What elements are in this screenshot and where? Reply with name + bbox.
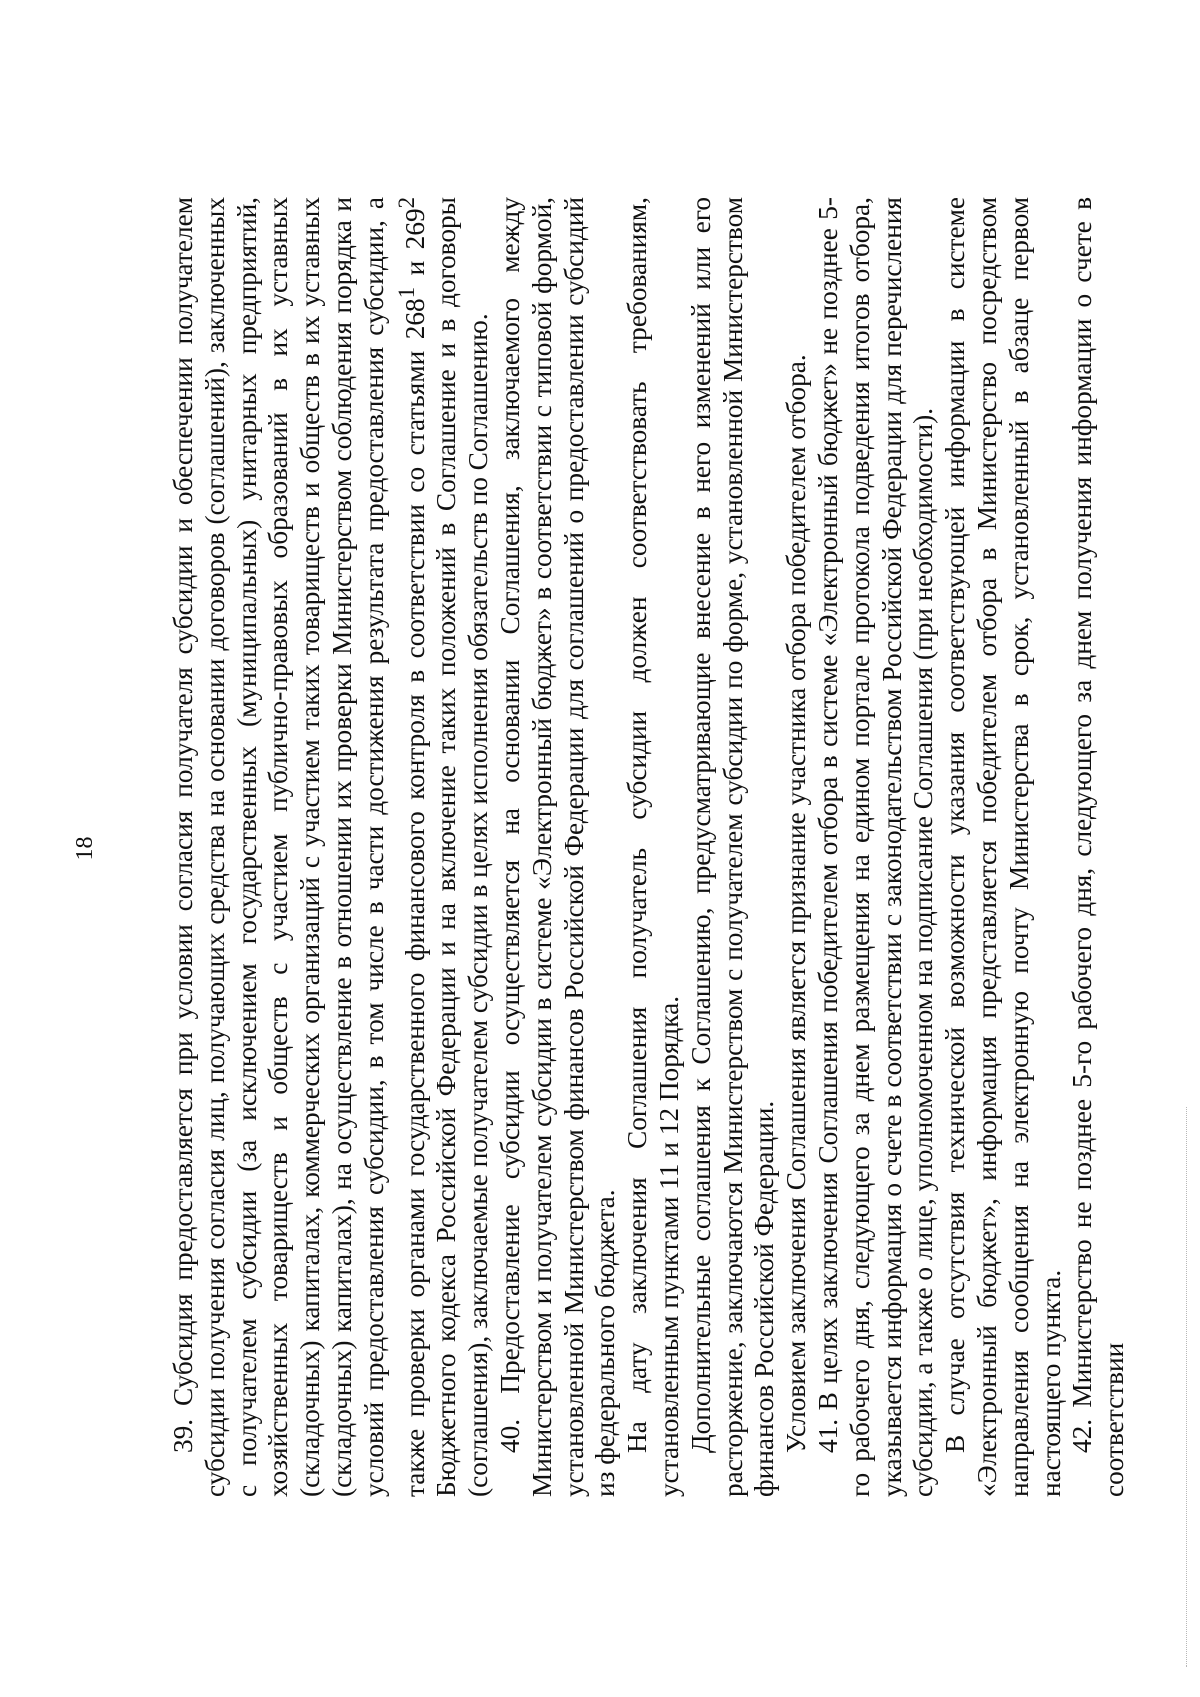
paragraph-39-mid: и 269 bbox=[399, 208, 430, 287]
paragraph-40-condition: Условием заключения Соглашения является признание участника отбора победителем отбора. bbox=[781, 354, 812, 1453]
paragraph-41: 41. В целях заключения Соглашения победителем отбора в системе «Электронный бюджет» не позднее 5-го рабочего дня, следующего за днем размещения на едином портале протокола подведения итогов отбора, указывается информация о счете в соответствии с законодательством Российской Федерации для перечисления субсидии, а также о лице, уполномоченном на подписание Соглашения (при необходимости). bbox=[813, 197, 939, 1497]
page-number: 18 bbox=[72, 836, 98, 861]
paragraph-39-end: Бюджетного кодекса Российской Федерации и на включение таких положений в Соглашение и в договоры (соглашения), заключаемые получателем субсидии в целях исполнения обязательств по Соглашению. bbox=[431, 197, 494, 1497]
paragraph-40-date: На дату заключения Соглашения получатель субсидии должен соответствовать требованиям, установленным пунктами 11 и 12 Порядка. bbox=[622, 197, 685, 1497]
paragraph-39 bbox=[168, 197, 495, 1497]
superscript-2: 2 bbox=[393, 196, 419, 209]
paragraph-40: 40. Предоставление субсидии осуществляется на основании Соглашения, заключаемого между Министерством и получателем субсидии в системе «Электронный бюджет» в соответствии с типовой формой, установленной Министерством финансов Российской Федерации для соглашений о предоставлении субсидий из федерального бюджета. bbox=[495, 197, 621, 1497]
paragraph-41-fallback: В случае отсутствия технической возможности указания соответствующей информации в системе «Электронный бюджет», информация представляется победителем отбора в Министерство посредством направления сообщения на электронную почту Министерства в срок, установленный в абзаце первом настоящего пункта. bbox=[940, 197, 1066, 1497]
scan-artifact-line bbox=[1186, 1107, 1187, 1667]
superscript-1: 1 bbox=[393, 286, 419, 299]
paragraph-42: 42. Министерство не позднее 5-го рабочего дня, следующего за днем получения информации о счете в соответствии bbox=[1067, 197, 1130, 1497]
paragraph-40-additional: Дополнительные соглашения к Соглашению, предусматривающие внесение в него изменений или его расторжение, заключаются Министерством с получателем субсидии по форме, установленной Министерством финансов Российской Федерации. bbox=[685, 197, 780, 1497]
paragraph-39-text: 39. Субсидия предоставляется при условии согласия получателя субсидии и обеспечении получателем субсидии получения согласия лиц, получающих средства на основании договоров (соглашений), заключенных с получателем субсидии (за исключением государственных (муниципальных) унитарных предприятий, хозяйственных товариществ и обществ с участием публично-правовых образований в их уставных (складочных) капиталах, коммерческих организаций с участием таких товариществ и обществ в их уставных (складочных) капиталах), на осуществление в отношении их проверки Министерством соблюдения порядка и условий предоставления субсидии, в том числе в части достижения результата предоставления субсидии, а также проверки органами государственного финансового контроля в соответствии со статьями 268 bbox=[168, 197, 430, 1497]
document-text bbox=[168, 197, 1131, 1497]
